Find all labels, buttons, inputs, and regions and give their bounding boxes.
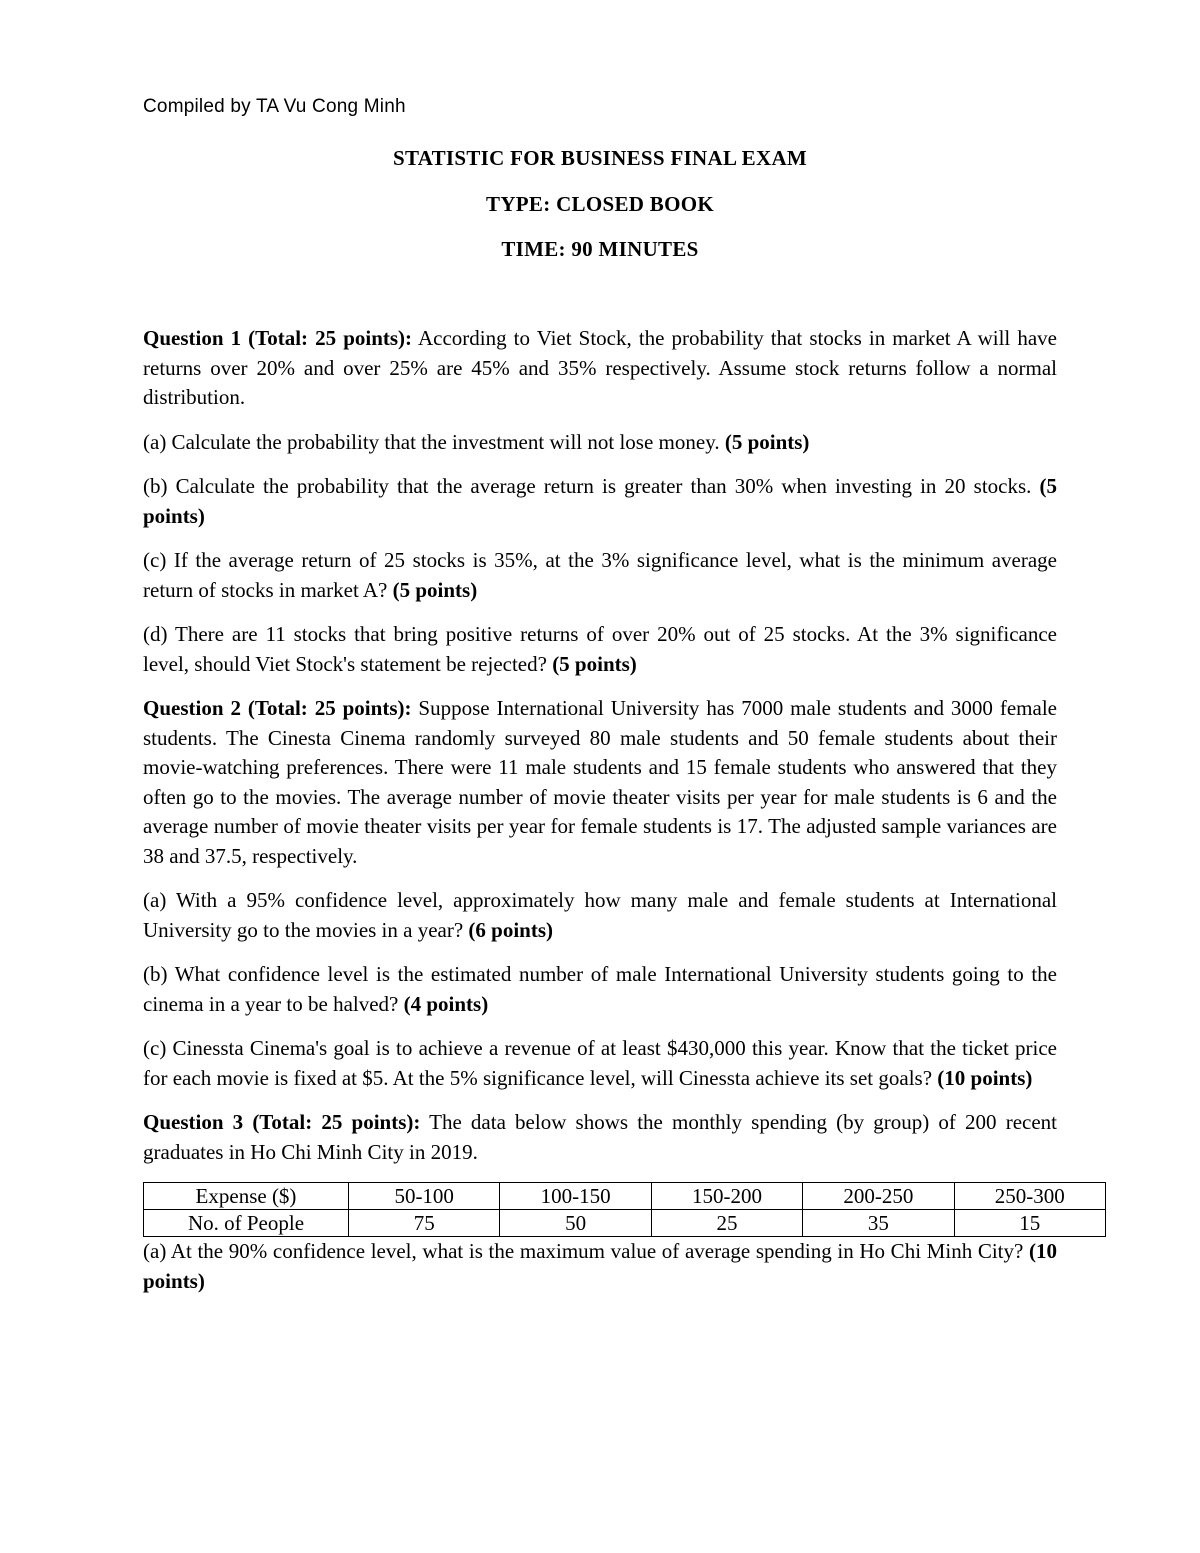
compiled-by: Compiled by TA Vu Cong Minh <box>143 96 406 117</box>
question-1a <box>143 428 1057 458</box>
table-cell: 25 <box>651 1210 802 1237</box>
exam-content <box>143 324 1065 1311</box>
question-1b-text: (b) Calculate the probability that the average return is greater than 30% when investing in 20 stocks. <box>143 473 1040 498</box>
question-2-heading: Question 2 (Total: 25 points): <box>143 695 412 720</box>
table-cell: No. of People <box>144 1210 349 1237</box>
table-cell: 100-150 <box>500 1183 651 1210</box>
table-cell: 250-300 <box>954 1183 1105 1210</box>
question-1c-points: (5 points) <box>392 577 478 602</box>
table-row <box>144 1183 1106 1210</box>
question-1d-points: (5 points) <box>552 651 637 676</box>
table-cell: 75 <box>349 1210 500 1237</box>
question-2-intro <box>143 694 1057 872</box>
table-cell: 35 <box>803 1210 954 1237</box>
question-2a-text: (a) With a 95% confidence level, approximately how many male and female students at International University go to the movies in a year? <box>143 888 1057 942</box>
question-2-text: Suppose International University has 7000 male students and 3000 female students. The Cinesta Cinema randomly surveyed 80 male students and 50 female students about their movie-watching preferences. There were 11 male students and 15 female students who answered that they often go to the movies. The average number of movie theater visits per year for male students is 6 and the average number of movie theater visits per year for female students is 17. The adjusted sample variances are 38 and 37.5, respectively. <box>143 695 1057 868</box>
question-2c <box>143 1034 1057 1093</box>
question-1b <box>143 472 1057 531</box>
question-1d-text: (d) There are 11 stocks that bring positive returns of over 20% out of 25 stocks. At the 3% significance level, should Viet Stock's statement be rejected? <box>143 621 1057 676</box>
question-2b <box>143 960 1057 1019</box>
question-3a <box>143 1237 1057 1296</box>
question-3-intro <box>143 1108 1057 1167</box>
question-1a-points: (5 points) <box>724 429 810 454</box>
question-1b-points: (5 points) <box>143 473 1057 528</box>
exam-title: STATISTIC FOR BUSINESS FINAL EXAM <box>392 146 808 170</box>
question-3a-points: (10 points) <box>143 1239 1057 1293</box>
table-cell: 200-250 <box>803 1183 954 1210</box>
question-2b-points: (4 points) <box>403 991 489 1016</box>
table-row <box>144 1210 1106 1237</box>
question-1c-text: (c) If the average return of 25 stocks is 35%, at the 3% significance level, what is the minimum average return of stocks in market A? <box>143 547 1057 602</box>
question-1-intro <box>143 324 1057 413</box>
exam-type: TYPE: CLOSED BOOK <box>486 192 714 216</box>
question-1c <box>143 546 1057 605</box>
table-cell: 50 <box>500 1210 651 1237</box>
question-2a <box>143 886 1057 945</box>
question-2a-points: (6 points) <box>468 917 554 942</box>
question-1d <box>143 620 1057 679</box>
question-3a-text: (a) At the 90% confidence level, what is the maximum value of average spending in Ho Chi Minh City? <box>143 1239 1029 1264</box>
table-cell: 150-200 <box>651 1183 802 1210</box>
expense-table <box>143 1182 1106 1237</box>
question-3-text: The data below shows the monthly spending (by group) of 200 recent graduates in Ho Chi Minh City in 2019. <box>143 1110 1057 1164</box>
question-2c-text: (c) Cinessta Cinema's goal is to achieve a revenue of at least $430,000 this year. Know that the ticket price for each movie is fixed at $5. At the 5% significance level, will Cinessta achieve its set goals? <box>143 1036 1057 1090</box>
table-cell: 15 <box>954 1210 1105 1237</box>
exam-time: TIME: 90 MINUTES <box>501 237 699 261</box>
question-3-heading: Question 3 (Total: 25 points): <box>143 1110 421 1135</box>
question-1-text: According to Viet Stock, the probability that stocks in market A will have returns over 20% and over 25% are 45% and 35% respectively. Assume stock returns follow a normal distribution. <box>143 326 1057 410</box>
question-1-heading: Question 1 (Total: 25 points): <box>143 326 413 350</box>
table-cell: 50-100 <box>349 1183 500 1210</box>
table-cell: Expense ($) <box>144 1183 349 1210</box>
question-2b-text: (b) What confidence level is the estimated number of male International University students going to the cinema in a year to be halved? <box>143 962 1057 1016</box>
question-2c-points: (10 points) <box>937 1065 1033 1090</box>
question-1a-text: (a) Calculate the probability that the investment will not lose money. <box>143 429 725 454</box>
